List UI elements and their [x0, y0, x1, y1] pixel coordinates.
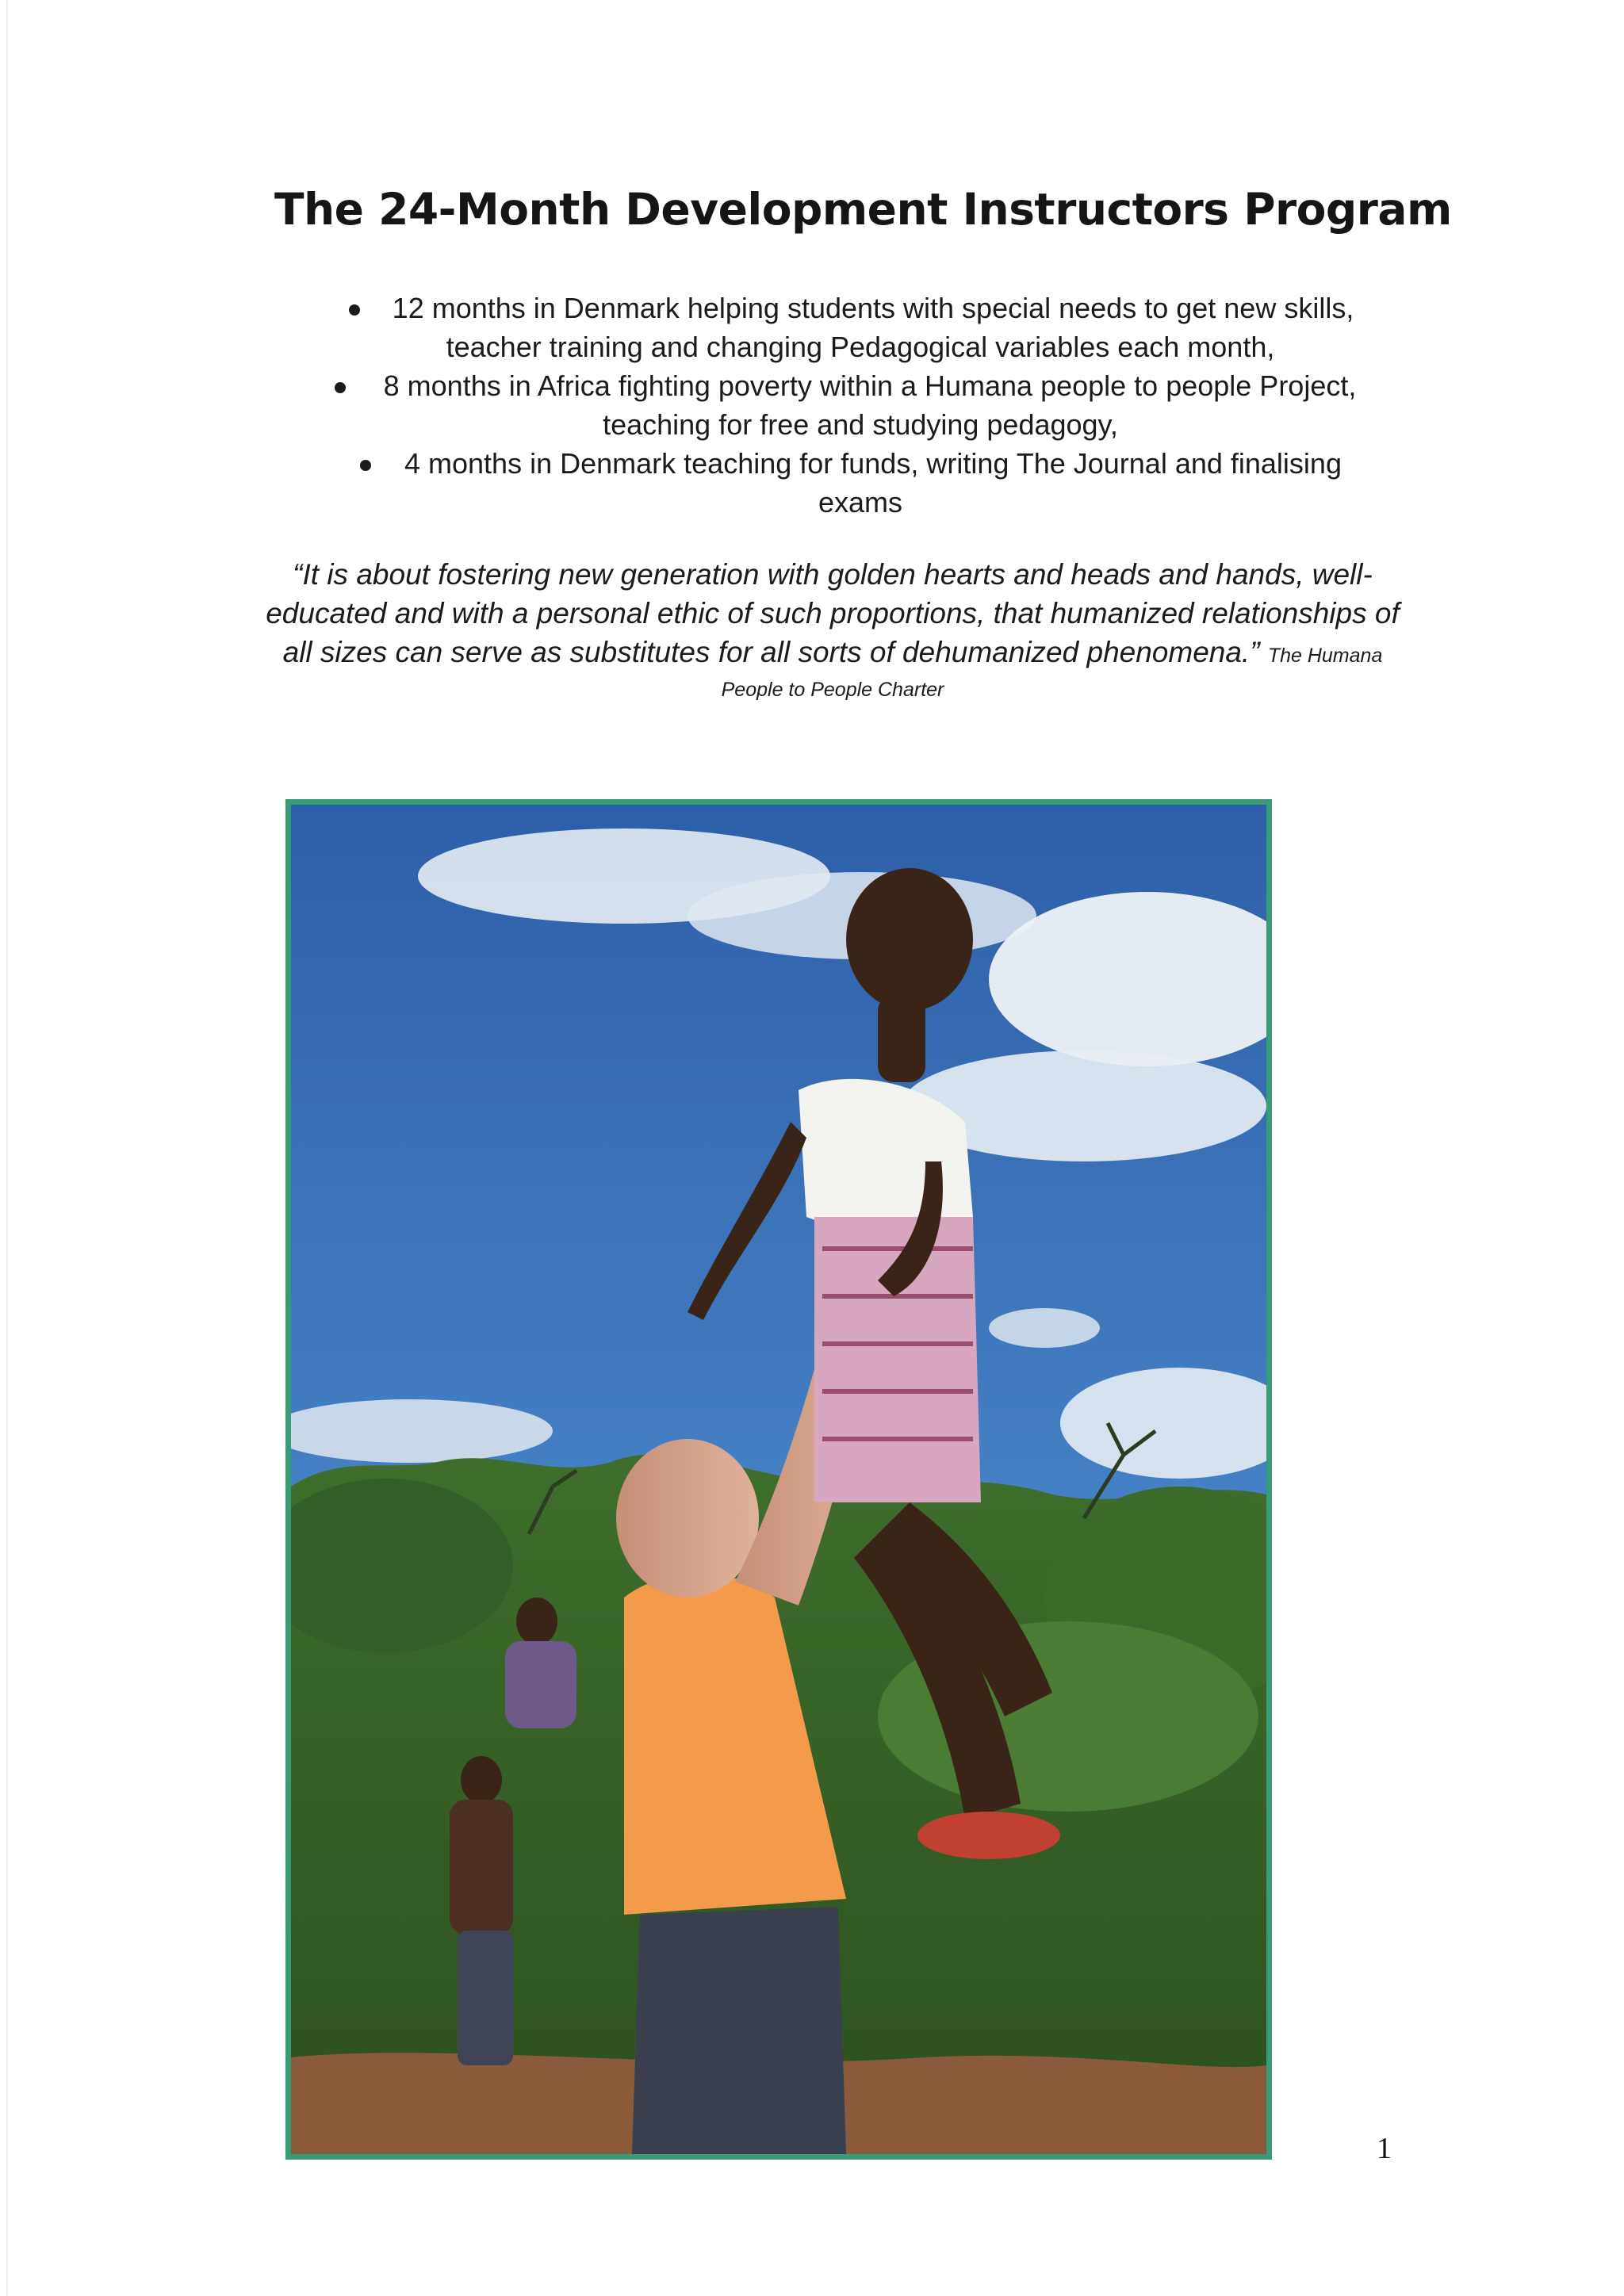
photo-man-lifting-girl: [291, 805, 1266, 2154]
bullet-line: exams: [818, 486, 903, 519]
charter-quote: [262, 555, 1404, 704]
bullet-dot-icon: [360, 460, 371, 471]
bullet-line: 8 months in Africa fighting poverty within a Humana people to people Project,: [383, 369, 1357, 402]
photo-frame: [285, 799, 1272, 2160]
page-title: The 24-Month Development Instructors Program: [274, 184, 1452, 235]
page-number: 1: [1377, 2132, 1392, 2165]
quote-source-continued: People to People Charter: [721, 679, 944, 701]
quote-source: The Humana: [1267, 645, 1383, 667]
quote-text: “It is about fostering new generation with golden hearts and heads and hands, well-educated and with a personal ethic of such proportions, that humanized relationships of all sizes can serve as substitutes for all sorts of dehumanized phenomena.”: [266, 558, 1400, 668]
bullet-line: 12 months in Denmark helping students with special needs to get new skills,: [392, 292, 1354, 324]
bullet-dot-icon: [335, 382, 346, 393]
bullet-item: [262, 444, 1459, 522]
bullet-line: teacher training and changing Pedagogical variables each month,: [446, 331, 1275, 363]
bullet-item: [262, 366, 1459, 444]
bullet-item: [262, 289, 1459, 366]
bullet-dot-icon: [349, 304, 360, 316]
page-edge-shadow: [6, 0, 8, 2296]
bullet-line: teaching for free and studying pedagogy,: [603, 408, 1118, 441]
bullet-line: 4 months in Denmark teaching for funds, writing The Journal and finalising: [404, 447, 1342, 480]
program-bullet-list: [262, 289, 1459, 522]
